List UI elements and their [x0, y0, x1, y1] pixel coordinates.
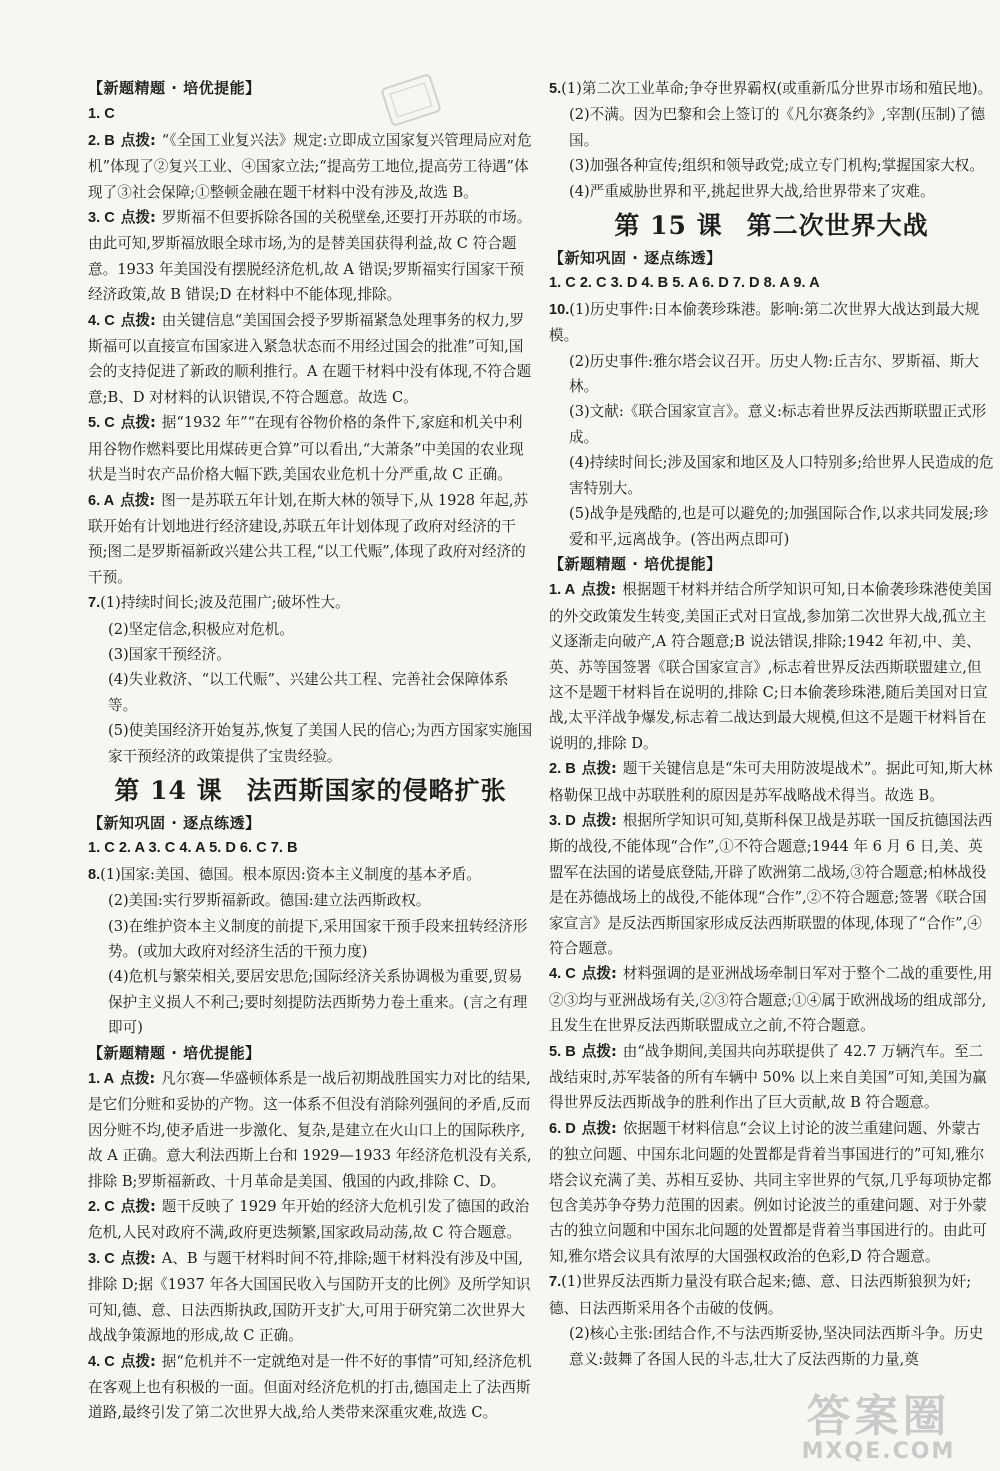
- answer-subitem: (3)在维护资本主义制度的前提下,采用国家干预手段来扭转经济形势。(或加大政府对经济生活的干预力度): [108, 917, 528, 960]
- answer-number: 2. B: [549, 761, 576, 778]
- section-heading: 【新题精题 · 培优提能】: [88, 79, 261, 97]
- hint-label: 点拨:: [581, 581, 617, 599]
- answer-item: [549, 1039, 994, 1116]
- answer-item: [549, 961, 994, 1038]
- choice-answers: 1. C 2. C 3. D 4. B 5. A 6. D 7. D 8. A 9. A: [549, 275, 820, 292]
- answer-number: 2. C: [88, 1199, 115, 1216]
- answer-number: 8.: [88, 866, 101, 883]
- answer-number: 3. C: [88, 210, 115, 227]
- hint-label: 点拨:: [120, 311, 156, 329]
- answer-number: 1. C: [88, 106, 115, 123]
- answer-subitem: (2)坚定信念,积极应对危机。: [108, 620, 294, 638]
- answer-subitem: (4)严重威胁世界和平,挑起世界大战,给世界带来了灾难。: [569, 182, 935, 200]
- section-heading: 【新知巩固 · 逐点练透】: [88, 813, 261, 832]
- answer-subitem: (3)文献:《联合国家宣言》。意义:标志着世界反法西斯联盟正式形成。: [569, 403, 987, 446]
- answer-subitem: (3)国家干预经济。: [108, 645, 231, 663]
- answer-item: [88, 308, 533, 411]
- answer-item: [88, 128, 533, 205]
- choice-answers: 1. C 2. A 3. C 4. A 5. D 6. C 7. B: [88, 840, 298, 857]
- answer-number: 10.: [549, 301, 570, 318]
- answer-item: [549, 756, 994, 808]
- hint-label: 点拨:: [581, 811, 617, 829]
- hint-label: 点拨:: [120, 414, 156, 432]
- answer-text: 根据所学知识可知,莫斯科保卫战是苏联一国反抗德国法西斯的战役,不能体现“合作”,①不符合题意;1944 年 6 月 6 日,美、英盟军在法国的诺曼底登陆,开辟了欧洲第二战场,③符合题意;柏林战役是在苏德战场上的战役,不能体现“合作”,②不符合题意;签署《联合国家宣言》是反法西斯国家形成反法西斯联盟的体现,体现了“合作”,④符合题意。: [549, 811, 993, 957]
- answer-number: 5. C: [88, 415, 115, 432]
- answer-number: 4. C: [88, 312, 115, 329]
- answer-text: (1)国家:美国、德国。根本原因:资本主义制度的基本矛盾。: [100, 865, 481, 883]
- hint-label: 点拨:: [120, 209, 156, 227]
- answer-item: [88, 1349, 533, 1426]
- answer-text: 据“1932 年”“在现有谷物价格的条件下,家庭和机关中利用谷物作燃料要比用煤砖更合算”可以看出,“大萧条”中美国的农业现状是当时农产品价格大幅下跌,美国农业危机十分严重,故 C 正确。: [88, 414, 524, 484]
- answer-item: [88, 862, 533, 888]
- answer-item: [88, 1246, 533, 1349]
- answer-number: 4. C: [549, 966, 576, 983]
- lesson-name: 第二次世界大战: [746, 211, 929, 241]
- answer-number: 7.: [88, 595, 101, 612]
- lesson-name: 法西斯国家的侵略扩张: [246, 775, 507, 805]
- answer-subitem: (5)使美国经济开始复苏,恢复了美国人民的信心;为西方国家实施国家干预经济的政策提供了宝贵经验。: [108, 722, 533, 765]
- answer-text: (1)第二次工业革命;争夺世界霸权(或重新瓜分世界市场和殖民地)。: [561, 80, 993, 97]
- hint-label: 点拨:: [120, 1352, 156, 1370]
- answer-number: 7.: [549, 1274, 562, 1291]
- answer-text: 根据题干材料并结合所学知识可知,日本偷袭珍珠港使美国的外交政策发生转变,美国正式对日宣战,参加第二次世界大战,孤立主义逐渐走向破产,A 符合题意;B 说法错误,排除;1942 年初,中、美、英、苏等国签署《联合国家宣言》,标志着世界反法西斯联盟建立,但这不是题干材料旨在说明的,排除 C;日本偷袭珍珠港,随后美国对日宣战,太平洋战争爆发,标志着二战达到最大规模,但这不是题干材料旨在说明的,排除 D。: [549, 581, 992, 752]
- answer-item: [88, 488, 533, 591]
- hint-label: 点拨:: [120, 491, 156, 509]
- answer-number: 3. C: [88, 1250, 115, 1267]
- answer-subitem: (2)不满。因为巴黎和会上签订的《凡尔赛条约》,宰割(压制)了德国。: [569, 106, 986, 149]
- hint-label: 点拨:: [120, 1249, 156, 1267]
- answer-item: [549, 76, 994, 102]
- answer-item: [88, 1066, 533, 1194]
- lesson-number: 第 14 课: [114, 775, 223, 805]
- answer-number: 6. D: [549, 1120, 576, 1137]
- hint-label: 点拨:: [120, 1070, 156, 1088]
- section-heading: 【新题精题 · 培优提能】: [549, 554, 722, 573]
- answer-text: 材料强调的是亚洲战场牵制日军对于整个二战的重要性,用②③均与亚洲战场有关,②③符合题意;①④属于欧洲战场的组成部分,且发生在世界反法西斯联盟成立之前,不符合题意。: [549, 965, 993, 1035]
- answer-number: 1. A: [88, 1071, 115, 1088]
- answer-text: 图一是苏联五年计划,在斯大林的领导下,从 1928 年起,苏联开始有计划地进行经济建设,苏联五年计划体现了政府对经济的干预;图二是罗斯福新政兴建公共工程,“以工代赈”,体现了政府对经济的干预。: [88, 491, 529, 586]
- watermark-main: 答案圈: [806, 1391, 951, 1442]
- answer-number: 4. C: [88, 1353, 115, 1370]
- lesson-title: [549, 206, 994, 246]
- hint-label: 点拨:: [581, 1119, 617, 1137]
- hint-label: 点拨:: [581, 1042, 617, 1060]
- answer-text: 题干反映了 1929 年开始的经济大危机引发了德国的政治危机,人民对政府不满,政府更迭频繁,国家政局动荡,故 C 符合题意。: [88, 1198, 530, 1242]
- answer-item: [549, 577, 994, 756]
- hint-label: 点拨:: [581, 965, 617, 983]
- answer-number: 3. D: [549, 812, 576, 829]
- section-heading: 【新知巩固 · 逐点练透】: [549, 249, 722, 268]
- answer-item: [88, 205, 533, 308]
- answer-item: [88, 590, 533, 616]
- hint-label: 点拨:: [581, 760, 617, 778]
- answer-text: (1)世界反法西斯力量没有联合起来;德、意、日法西斯狼狈为奸;德、日法西斯采用各个击破的伎俩。: [549, 1273, 972, 1317]
- answer-subitem: (2)核心主张:团结合作,不与法西斯妥协,坚决同法西斯斗争。历史意义:鼓舞了各国人民的斗志,壮大了反法西斯的力量,奠: [569, 1325, 984, 1368]
- answer-text: 由关键信息“美国国会授予罗斯福紧急处理事务的权力,罗斯福可以直接宣布国家进入紧急状态而不用经过国会的批准”可知,国会的支持促进了新政的顺利推行。A 在题干材料中没有体现,不符合题意;B、D 对材料的认识错误,不符合题意。故选 C。: [88, 311, 532, 406]
- answer-text: 罗斯福不但要拆除各国的关税壁垒,还要打开苏联的市场。由此可知,罗斯福放眼全球市场,为的是替美国获得利益,故 C 符合题意。1933 年美国没有摆脱经济危机,故 A 错误;罗斯福实行国家干预经济政策,故 B 错误;D 在材料中不能体现,排除。: [88, 209, 532, 304]
- hint-label: 点拨:: [120, 1198, 156, 1216]
- answer-item: [88, 410, 533, 487]
- answer-subitem: (5)战争是残酷的,也是可以避免的;加强国际合作,以求共同发展;珍爱和平,远离战争。(答出两点即可): [569, 505, 989, 548]
- answer-item: [88, 1194, 533, 1246]
- section-heading: 【新题精题 · 培优提能】: [88, 1043, 261, 1062]
- answer-number: 2. B: [88, 132, 115, 149]
- answer-text: 由“战争期间,美国共向苏联提供了 42.7 万辆汽车。至二战结束时,苏军装备的所有车辆中 50% 以上来自美国”可知,美国为赢得世界反法西斯战争的胜利作出了巨大贡献,故 B 符合题意。: [549, 1042, 987, 1112]
- answer-item: [549, 1269, 994, 1321]
- answer-text: 依据题干材料信息“会议上讨论的波兰重建问题、外蒙古的独立问题、中国东北问题的处置都是背着当事国进行的”可知,雅尔塔会议充满了美、苏相互妥协、共同主宰世界的气氛,几乎每项协定都包含美苏争夺势力范围的因素。例如讨论波兰的重建问题、对于外蒙古的独立问题和中国东北问题的处置都是背着当事国进行的。由此可知,雅尔塔会议具有浓厚的大国强权政治的色彩,D 符合题意。: [549, 1119, 992, 1265]
- watermark-sub: MXQE.COM: [801, 1439, 956, 1464]
- lesson-number: 第 15 课: [614, 211, 723, 241]
- answer-subitem: (2)美国:实行罗斯福新政。德国:建立法西斯政权。: [108, 892, 431, 910]
- lesson-title: [88, 771, 533, 811]
- answer-item: [549, 1116, 994, 1269]
- answer-number: 6. A: [88, 492, 115, 509]
- answer-item: [88, 101, 533, 127]
- answer-number: 5. B: [549, 1043, 576, 1060]
- answer-subitem: (4)持续时间长;涉及国家和地区及人口特别多;给世界人民造成的危害特别大。: [569, 454, 994, 497]
- answer-text: A、B 与题干材料时间不符,排除;题干材料没有涉及中国,排除 D;据《1937 年各大国国民收入与国防开支的比例》及所学知识可知,德、意、日法西斯执政,国防开支扩大,可用于研究第二次世界大战战争策源地的形成,故 C 正确。: [88, 1249, 531, 1345]
- answer-text: (1)持续时间长;波及范围广;破坏性大。: [100, 594, 350, 612]
- right-column: [549, 76, 994, 1372]
- answer-item: [549, 808, 994, 961]
- answer-text: 题干关键信息是“朱可夫用防波堤战术”。据此可知,斯大林格勒保卫战中苏联胜利的原因是苏军战略战术得当。故选 B。: [549, 760, 993, 804]
- answer-text: 据“危机并不一定就绝对是一件不好的事情”可知,经济危机在客观上也有积极的一面。但面对经济危机的打击,德国走上了法西斯道路,最终引发了第二次世界大战,给人类带来深重灾难,故选 C。: [88, 1352, 532, 1422]
- answer-item: [549, 297, 994, 349]
- answer-number: 5.: [549, 81, 562, 97]
- hint-label: 点拨:: [120, 131, 156, 149]
- answer-subitem: (2)历史事件:雅尔塔会议召开。历史人物:丘吉尔、罗斯福、斯大林。: [569, 352, 979, 396]
- left-column: [88, 76, 533, 1426]
- answer-text: 凡尔赛—华盛顿体系是一战后初期战胜国实力对比的结果,是它们分赃和妥协的产物。这一体系不但没有消除列强间的矛盾,反而因分赃不均,使矛盾进一步激化、复杂,是建立在火山口上的国际秩序,故 A 正确。意大利法西斯上台和 1929—1933 年经济危机没有关系,排除 B;罗斯福新政、十月革命是美国、俄国的内政,排除 C、D。: [88, 1070, 532, 1190]
- watermark-logo: [771, 1393, 986, 1465]
- answer-text: “《全国工业复兴法》规定:立即成立国家复兴管理局应对危机”体现了②复兴工业、④国家立法;“提高劳工地位,提高劳工待遇”体现了③社会保障;①整顿金融在题干材料中没有涉及,故选 B。: [88, 131, 532, 201]
- answer-text: (1)历史事件:日本偷袭珍珠港。影响:第二次世界大战达到最大规模。: [549, 300, 980, 345]
- answer-subitem: (4)危机与繁荣相关,要居安思危;国际经济关系协调极为重要,贸易保护主义损人不利己;要时刻提防法西斯势力卷土重来。(言之有理即可): [108, 968, 528, 1037]
- answer-number: 1. A: [549, 582, 576, 599]
- answer-subitem: (3)加强各种宣传;组织和领导政党;成立专门机构;掌握国家大权。: [569, 157, 984, 175]
- answer-subitem: (4)失业救济、“以工代赈”、兴建公共工程、完善社会保障体系等。: [108, 671, 509, 714]
